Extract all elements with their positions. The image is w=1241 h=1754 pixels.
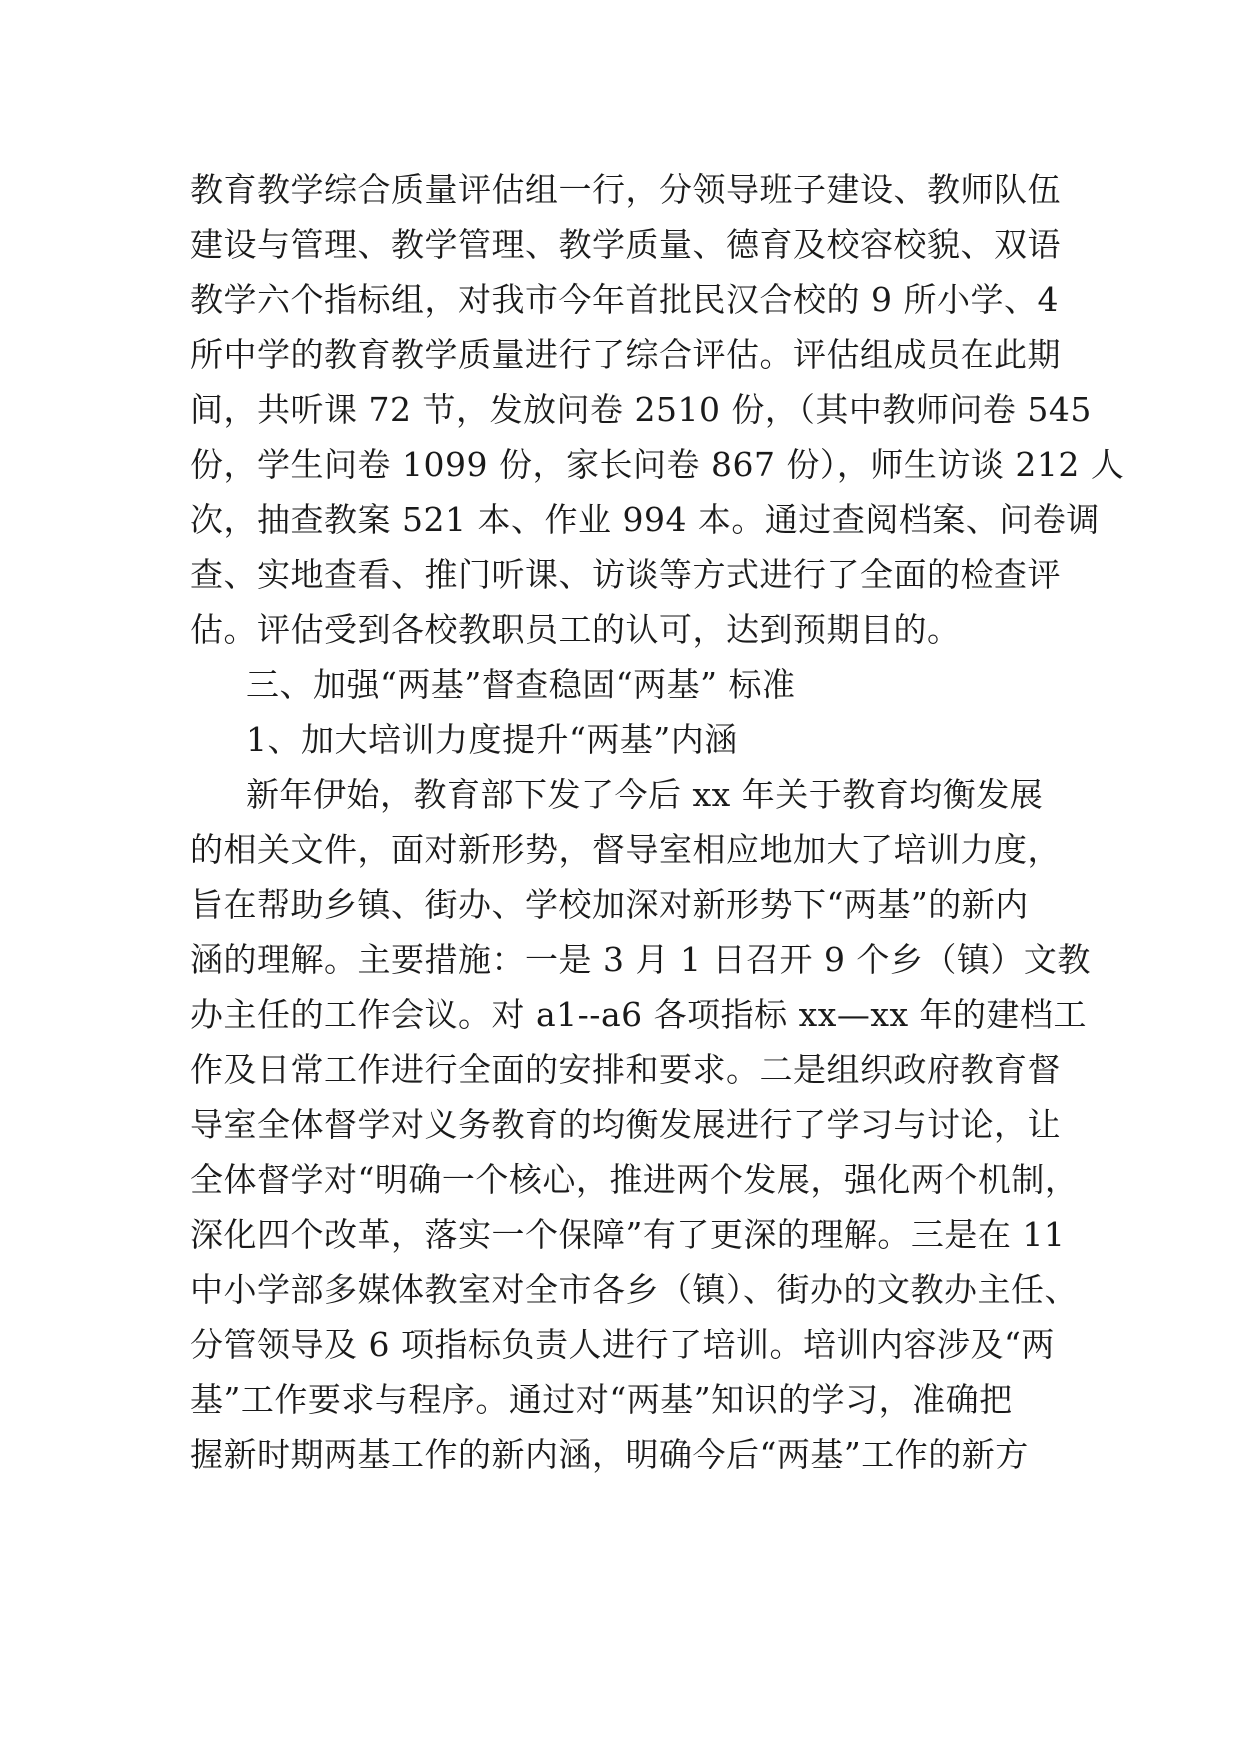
subsection-heading: 1、加大培训力度提升“两基”内涵 — [246, 720, 738, 759]
text-line: 间，共听课 72 节，发放问卷 2510 份，（其中教师问卷 545 — [190, 390, 1092, 429]
text-line: 深化四个改革，落实一个保障”有了更深的理解。三是在 11 — [190, 1215, 1066, 1254]
text-line: 作及日常工作进行全面的安排和要求。二是组织政府教育督 — [190, 1050, 1061, 1089]
text-line: 新年伊始，教育部下发了今后 xx 年关于教育均衡发展 — [246, 775, 1044, 814]
text-line: 次，抽查教案 521 本、作业 994 本。通过查阅档案、问卷调 — [190, 500, 1100, 539]
section-heading: 三、加强“两基”督查稳固“两基” 标准 — [246, 665, 796, 704]
text-line: 的相关文件，面对新形势，督导室相应地加大了培训力度， — [190, 830, 1061, 869]
text-line: 分管领导及 6 项指标负责人进行了培训。培训内容涉及“两 — [190, 1325, 1055, 1364]
text-line: 涵的理解。主要措施：一是 3 月 1 日召开 9 个乡（镇）文教 — [190, 940, 1091, 979]
text-line: 所中学的教育教学质量进行了综合评估。评估组成员在此期 — [190, 335, 1061, 374]
text-line: 中小学部多媒体教室对全市各乡（镇）、街办的文教办主任、 — [190, 1270, 1078, 1309]
text-line: 建设与管理、教学管理、教学质量、德育及校容校貌、双语 — [190, 225, 1061, 264]
text-line: 份，学生问卷 1099 份，家长问卷 867 份），师生访谈 212 人 — [190, 445, 1125, 484]
text-line: 估。评估受到各校教职员工的认可，达到预期目的。 — [190, 610, 961, 649]
text-line: 导室全体督学对义务教育的均衡发展进行了学习与讨论，让 — [190, 1105, 1061, 1144]
text-line: 握新时期两基工作的新内涵，明确今后“两基”工作的新方 — [190, 1435, 1029, 1474]
text-line: 教育教学综合质量评估组一行，分领导班子建设、教师队伍 — [190, 170, 1061, 209]
text-line: 办主任的工作会议。对 a1--a6 各项指标 xx—xx 年的建档工 — [190, 995, 1088, 1034]
text-line: 旨在帮助乡镇、街办、学校加深对新形势下“两基”的新内 — [190, 885, 1029, 924]
text-line: 查、实地查看、推门听课、访谈等方式进行了全面的检查评 — [190, 555, 1061, 594]
text-line: 基”工作要求与程序。通过对“两基”知识的学习，准确把 — [190, 1380, 1013, 1419]
text-line: 教学六个指标组，对我市今年首批民汉合校的 9 所小学、4 — [190, 280, 1059, 319]
text-line: 全体督学对“明确一个核心，推进两个发展，强化两个机制， — [190, 1160, 1079, 1199]
